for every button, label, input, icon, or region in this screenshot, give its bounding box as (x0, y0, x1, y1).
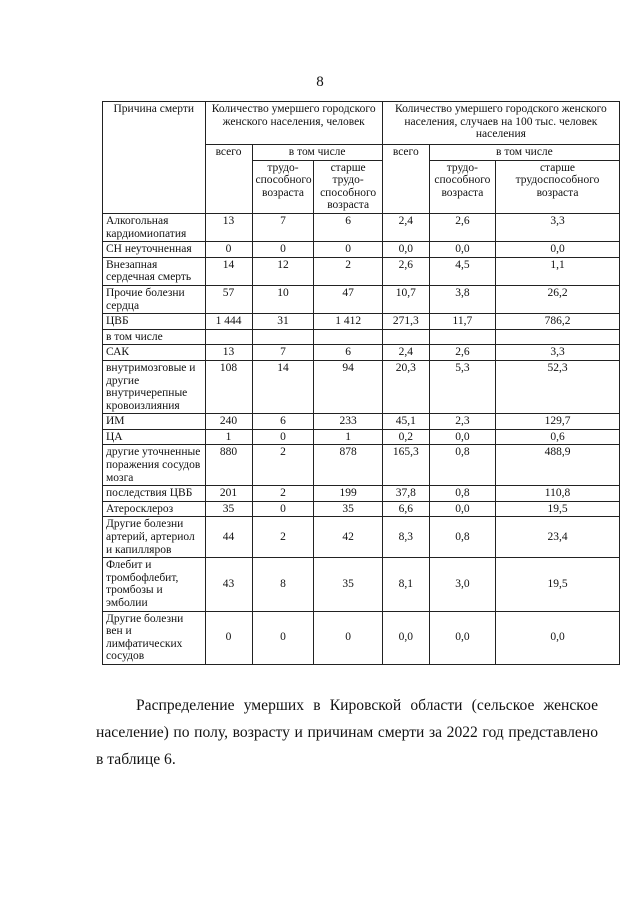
header-count-incl: в том числе (252, 145, 382, 161)
value-cell-c-work: 2 (252, 486, 314, 502)
value-cell-c-total: 35 (205, 501, 252, 517)
value-cell-c-work: 0 (252, 611, 314, 664)
table-row (103, 314, 620, 330)
value-cell-r-total: 165,3 (382, 445, 429, 486)
header-rate-older: старше трудоспособного возраста (496, 160, 620, 213)
value-cell-c-work: 0 (252, 429, 314, 445)
table-row (103, 501, 620, 517)
table-row (103, 213, 620, 241)
value-cell-r-total: 0,2 (382, 429, 429, 445)
value-cell-r-old: 23,4 (496, 517, 620, 558)
value-cell-c-work: 10 (252, 285, 314, 313)
value-cell-c-total: 13 (205, 213, 252, 241)
value-cell-c-work: 12 (252, 257, 314, 285)
value-cell-r-work: 0,8 (429, 517, 495, 558)
value-cell-r-work: 11,7 (429, 314, 495, 330)
cause-cell: Атеросклероз (103, 501, 206, 517)
value-cell-c-total: 1 444 (205, 314, 252, 330)
value-cell-r-total: 45,1 (382, 414, 429, 430)
cause-cell: САК (103, 345, 206, 361)
value-cell-r-total: 37,8 (382, 486, 429, 502)
table-row (103, 445, 620, 486)
mortality-table (102, 101, 620, 665)
value-cell-c-old: 233 (314, 414, 382, 430)
table-row (103, 414, 620, 430)
value-cell-c-total: 0 (205, 611, 252, 664)
value-cell-r-total: 2,6 (382, 257, 429, 285)
table-row (103, 345, 620, 361)
value-cell-c-old: 199 (314, 486, 382, 502)
value-cell-c-old: 1 412 (314, 314, 382, 330)
value-cell-c-work: 0 (252, 501, 314, 517)
value-cell-c-work (252, 329, 314, 345)
cause-cell: другие уточненные поражения сосудов мозга (103, 445, 206, 486)
value-cell-c-total: 1 (205, 429, 252, 445)
cause-cell: ЦА (103, 429, 206, 445)
cause-cell: Алкогольная кардиомиопатия (103, 213, 206, 241)
value-cell-c-old: 878 (314, 445, 382, 486)
cause-cell: Внезапная сердечная смерть (103, 257, 206, 285)
value-cell-r-total: 271,3 (382, 314, 429, 330)
value-cell-r-old (496, 329, 620, 345)
value-cell-c-work: 7 (252, 345, 314, 361)
value-cell-c-old: 94 (314, 360, 382, 413)
header-group-rate: Количество умершего городского женского населения, случаев на 100 тыс. человек населения (382, 102, 619, 145)
value-cell-c-old: 47 (314, 285, 382, 313)
value-cell-r-work: 3,0 (429, 558, 495, 611)
value-cell-r-old: 3,3 (496, 345, 620, 361)
value-cell-c-work: 2 (252, 517, 314, 558)
value-cell-c-total: 44 (205, 517, 252, 558)
value-cell-c-total: 880 (205, 445, 252, 486)
page-number: 8 (316, 74, 324, 90)
header-rate-incl: в том числе (429, 145, 619, 161)
value-cell-r-total: 8,1 (382, 558, 429, 611)
value-cell-c-work: 6 (252, 414, 314, 430)
table-row (103, 558, 620, 611)
value-cell-r-work: 2,6 (429, 213, 495, 241)
value-cell-r-work: 4,5 (429, 257, 495, 285)
cause-cell: внутримозговые и другие внутричерепные кровоизлияния (103, 360, 206, 413)
value-cell-c-old: 0 (314, 611, 382, 664)
table-row (103, 486, 620, 502)
value-cell-r-total: 2,4 (382, 345, 429, 361)
table-row (103, 611, 620, 664)
table-row (103, 329, 620, 345)
value-cell-r-work: 0,0 (429, 429, 495, 445)
value-cell-r-old: 3,3 (496, 213, 620, 241)
cause-cell: СН неуточненная (103, 242, 206, 258)
cause-cell: в том числе (103, 329, 206, 345)
value-cell-r-total (382, 329, 429, 345)
value-cell-c-total: 57 (205, 285, 252, 313)
table-row (103, 517, 620, 558)
value-cell-c-old (314, 329, 382, 345)
header-rate-total: всего (382, 145, 429, 214)
header-count-working: трудо-способного возраста (252, 160, 314, 213)
value-cell-c-old: 6 (314, 213, 382, 241)
value-cell-r-old: 26,2 (496, 285, 620, 313)
value-cell-r-total: 8,3 (382, 517, 429, 558)
value-cell-r-old: 488,9 (496, 445, 620, 486)
value-cell-c-total: 108 (205, 360, 252, 413)
value-cell-r-total: 2,4 (382, 213, 429, 241)
value-cell-r-work: 0,8 (429, 445, 495, 486)
value-cell-c-old: 35 (314, 501, 382, 517)
value-cell-c-total: 0 (205, 242, 252, 258)
value-cell-c-total: 240 (205, 414, 252, 430)
value-cell-r-work (429, 329, 495, 345)
value-cell-r-work: 3,8 (429, 285, 495, 313)
table-row (103, 285, 620, 313)
value-cell-r-work: 0,0 (429, 611, 495, 664)
value-cell-r-old: 1,1 (496, 257, 620, 285)
cause-cell: Другие болезни вен и лимфатических сосудов (103, 611, 206, 664)
value-cell-r-work: 0,8 (429, 486, 495, 502)
value-cell-c-old: 0 (314, 242, 382, 258)
table-row (103, 429, 620, 445)
value-cell-r-work: 5,3 (429, 360, 495, 413)
value-cell-c-total: 14 (205, 257, 252, 285)
table-row (103, 257, 620, 285)
value-cell-r-old: 110,8 (496, 486, 620, 502)
value-cell-c-total: 13 (205, 345, 252, 361)
value-cell-r-old: 129,7 (496, 414, 620, 430)
value-cell-c-work: 31 (252, 314, 314, 330)
cause-cell: последствия ЦВБ (103, 486, 206, 502)
value-cell-r-old: 52,3 (496, 360, 620, 413)
body-paragraph: Распределение умерших в Кировской области (сельское женское население) по полу, возрасту и причинам смерти за 2022 год представлено в таблице 6. (96, 697, 598, 768)
value-cell-c-work: 8 (252, 558, 314, 611)
value-cell-c-old: 35 (314, 558, 382, 611)
value-cell-r-total: 0,0 (382, 611, 429, 664)
value-cell-r-work: 2,6 (429, 345, 495, 361)
cause-cell: Флебит и тромбофлебит, тромбозы и эмболии (103, 558, 206, 611)
value-cell-r-total: 0,0 (382, 242, 429, 258)
cause-cell: Другие болезни артерий, артериол и капилляров (103, 517, 206, 558)
value-cell-r-total: 10,7 (382, 285, 429, 313)
cause-cell: ИМ (103, 414, 206, 430)
cause-cell: Прочие болезни сердца (103, 285, 206, 313)
header-rate-working: трудо-способного возраста (429, 160, 495, 213)
header-group-count: Количество умершего городского женского населения, человек (205, 102, 382, 145)
value-cell-c-work: 2 (252, 445, 314, 486)
value-cell-c-work: 7 (252, 213, 314, 241)
table-row (103, 242, 620, 258)
value-cell-r-old: 0,6 (496, 429, 620, 445)
value-cell-r-work: 0,0 (429, 501, 495, 517)
value-cell-c-work: 14 (252, 360, 314, 413)
header-count-total: всего (205, 145, 252, 214)
header-row-1 (103, 102, 620, 145)
cause-cell: ЦВБ (103, 314, 206, 330)
value-cell-r-old: 0,0 (496, 611, 620, 664)
header-cause: Причина смерти (103, 102, 206, 214)
value-cell-r-old: 19,5 (496, 501, 620, 517)
value-cell-c-old: 2 (314, 257, 382, 285)
value-cell-r-old: 0,0 (496, 242, 620, 258)
value-cell-r-old: 786,2 (496, 314, 620, 330)
value-cell-c-total: 201 (205, 486, 252, 502)
value-cell-r-work: 2,3 (429, 414, 495, 430)
value-cell-c-old: 6 (314, 345, 382, 361)
value-cell-c-old: 1 (314, 429, 382, 445)
value-cell-r-old: 19,5 (496, 558, 620, 611)
value-cell-r-total: 6,6 (382, 501, 429, 517)
value-cell-c-old: 42 (314, 517, 382, 558)
value-cell-c-total: 43 (205, 558, 252, 611)
value-cell-c-total (205, 329, 252, 345)
value-cell-r-work: 0,0 (429, 242, 495, 258)
value-cell-r-total: 20,3 (382, 360, 429, 413)
header-count-older: старше трудо-способного возраста (314, 160, 382, 213)
value-cell-c-work: 0 (252, 242, 314, 258)
table-row (103, 360, 620, 413)
